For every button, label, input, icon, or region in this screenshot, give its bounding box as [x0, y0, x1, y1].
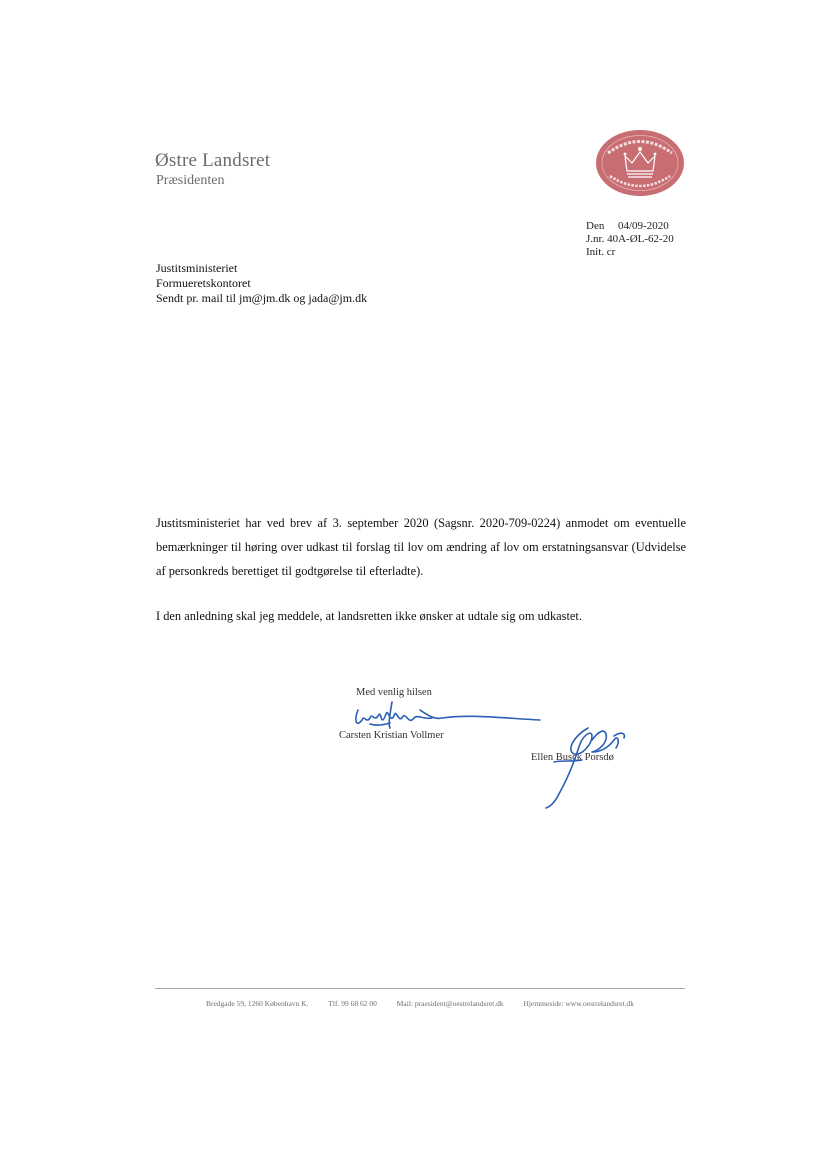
date-row	[586, 220, 674, 233]
recipient-line-1: Justitsministeriet	[156, 261, 238, 275]
court-seal-logo	[594, 128, 686, 198]
case-number-value: 40A-ØL-62-20	[607, 233, 674, 245]
case-meta	[586, 220, 674, 259]
date-label: Den	[586, 220, 605, 232]
recipient-line-2: Formueretskontoret	[156, 276, 251, 290]
department-name: Præsidenten	[156, 173, 225, 188]
footer-address: Bredgade 59, 1260 København K.	[205, 999, 309, 1008]
closing-greeting: Med venlig hilsen	[356, 687, 432, 698]
handwritten-signatures	[330, 690, 660, 815]
initials-row	[586, 246, 674, 259]
initials-label: Init.	[586, 246, 605, 258]
initials-value: cr	[606, 246, 616, 258]
footer-contact	[155, 999, 685, 1008]
organization-name: Østre Landsret	[155, 150, 271, 171]
date-value: 04/09-2020	[618, 220, 669, 232]
footer-web: Hjemmeside: www.oestrelandsret.dk	[523, 999, 635, 1008]
body-paragraph-2: I den anledning skal jeg meddele, at landsretten ikke ønsker at udtale sig om udkastet.	[156, 609, 582, 623]
crown-seal-icon	[594, 128, 686, 198]
case-number-label: J.nr.	[586, 233, 605, 245]
case-number-row	[586, 233, 674, 246]
body-paragraph-1: Justitsministeriet har ved brev af 3. september 2020 (Sagsnr. 2020-709-0224) anmodet om eventuelle bemærkninger til høring over udkast til forslag til lov om ændring af lov om erstatningsansvar (Udvidelse af personkreds berettiget til godtgørelse til efterladte).	[156, 516, 686, 578]
signer-name-1: Carsten Kristian Vollmer	[339, 730, 444, 741]
recipient-address	[156, 261, 367, 306]
recipient-line-3: Sendt pr. mail til jm@jm.dk og jada@jm.dk	[156, 291, 368, 305]
footer-divider	[155, 988, 685, 989]
footer-phone: Tlf. 99 68 62 00	[328, 999, 377, 1008]
footer-mail: Mail: praesident@oestrelandsret.dk	[396, 999, 504, 1008]
signature-ink-icon	[330, 690, 660, 815]
signer-name-2: Ellen Busck Porsdø	[531, 752, 614, 763]
